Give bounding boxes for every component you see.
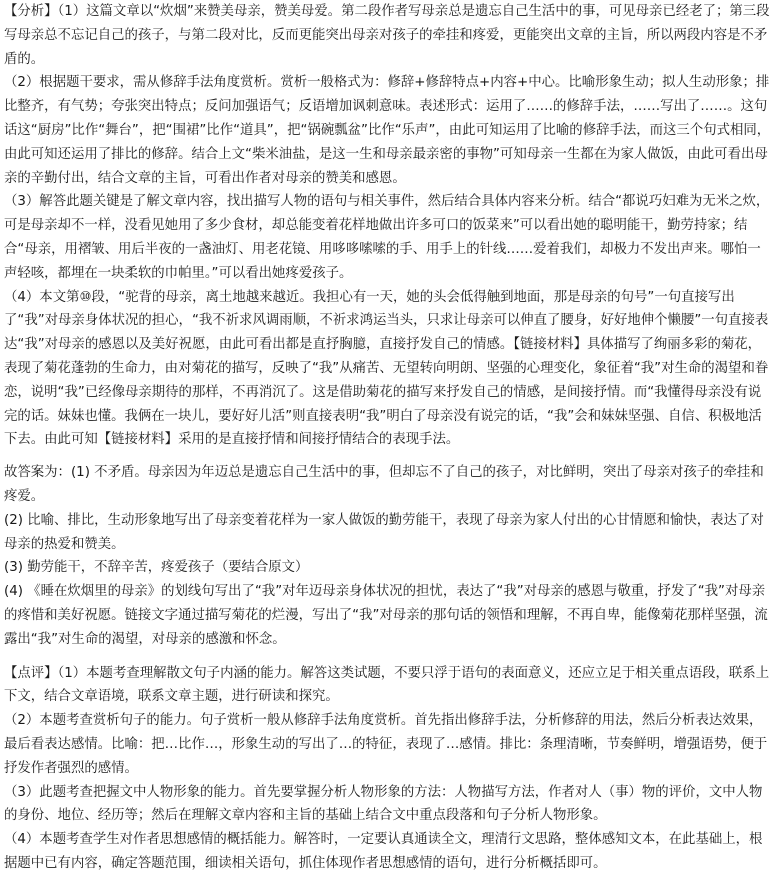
answer-4: (4) 《睡在炊烟里的母亲》的划线句写出了“我”对年迈母亲身体状况的担忧，表达了“我”对母亲的感恩与敬重，抒发了“我”对母亲的疼惜和美好祝愿。链接文字通过描写菊花的烂漫，写出了“我”对母亲的那句话的领悟和理解，不再自卑，能像菊花那样坚强，流露出“我”对生命的渴望，对母亲的感激和怀念。 [4,584,768,647]
answer-1: 故答案为：(1) 不矛盾。母亲因为年迈总是遗忘自己生活中的事，但却忘不了自己的孩子，对比鲜明，突出了母亲对孩子的牵挂和疼爱。 [4,465,764,504]
answer-2: (2) 比喻、排比，生动形象地写出了母亲变着花样为一家人做饭的勤劳能干，表现了母亲为家人付出的心甘情愿和愉快，表达了对母亲的热爱和赞美。 [4,512,764,552]
analysis-paragraph-1: 【分析】（1）这篇文章以“炊烟”来赞美母亲，赞美母爱。第二段作者写母亲总是遗忘自己生活中的事，可见母亲已经老了；第三段写母亲总不忘记自己的孩子，与第二段对比，反而更能突出母亲对孩子的牵挂和疼爱，更能突出文章的主旨，所以两段内容是不矛盾的。 [4,4,770,67]
analysis-paragraph-4: （4）本文第⑩段，“驼背的母亲，离土地越来越近。我担心有一天，她的头会低得触到地面，那是母亲的句号”一句直接写出了“我”对母亲身体状况的担心，“我不祈求风调雨顺，不祈求鸿运当头，只求让母亲可以伸直了腰身，好好地伸个懒腰”一句直接表达“我”对母亲的感恩以及美好祝愿，由此可看出都是直抒胸臆，直接抒发自己的情感。【链接材料】具体描写了绚丽多彩的菊花，表现了菊花蓬勃的生命力，由对菊花的描写，反映了“我”从痛苦、无望转向明朗、坚强的心理变化，象征着“我”对生命的渴望和眷恋，说明“我”已经像母亲期待的那样，不再消沉了。这是借助菊花的描写来抒发自己的情感，是间接抒情。而“我懂得母亲没有说完的话。妹妹也懂。我俩在一块儿，要好好儿活”则直接表明“我”明白了母亲没有说完的话，“我”会和妹妹坚强、自信、积极地活下去。由此可知【链接材料】采用的是直接抒情和间接抒情结合的表现手法。 [4,289,769,448]
answer-section [4,461,774,651]
comment-paragraph-3: （3）此题考查把握文中人物形象的能力。首先要掌握分析人物形象的方法：人物描写方法，作者对人（事）物的评价，文中人物的身份、地位、经历等；然后在理解文章内容和主旨的基础上结合文中重点段落和句子分析人物形象。 [4,784,763,824]
comment-section [4,662,774,876]
comment-paragraph-2: （2）本题考查赏析句子的能力。句子赏析一般从修辞手法角度赏析。首先指出修辞手法，分析修辞的用法，然后分析表达效果，最后看表达感情。比喻：把…比作…，形象生动的写出了…的特征，表现了…感情。排比：条理清晰，节奏鲜明，增强语势，便于抒发作者强烈的感情。 [4,713,768,776]
comment-paragraph-1: 【点评】（1）本题考查理解散文句子内涵的能力。解答这类试题，不要只浮于语句的表面意义，还应立足于相关重点语段，联系上下文，结合文章语境，联系文章主题，进行研读和探究。 [4,665,770,705]
spacer [4,452,774,461]
spacer [4,652,774,662]
analysis-paragraph-2: （2）根据题干要求，需从修辞手法角度赏析。赏析一般格式为：修辞+修辞特点+内容+中心。比喻形象生动；拟人生动形象；排比整齐，有气势；夸张突出特点；反问加强语气；反语增加讽刺意味。表述形式：运用了……的修辞手法，……写出了……。这句话这“厨房”比作“舞台”，把“围裙”比作“道具”，把“锅碗瓢盆”比作“乐声”，由此可知运用了比喻的修辞手法，而这三个句式相同，由此可知还运用了排比的修辞。结合上文“柴米油盐，是这一生和母亲最亲密的事物”可知母亲一生都在为家人做饭，由此可看出母亲的辛勤付出，结合文章的主旨，可看出作者对母亲的赞美和感恩。 [4,75,771,186]
comment-paragraph-4: （4）本题考查学生对作者思想感情的概括能力。解答时，一定要认真通读全文，理清行文思路，整体感知文本，在此基础上，根据题中已有内容，确定答题范围，细读相关语句，抓住体现作者思想感情的语句，进行分析概括即可。 [4,832,763,871]
analysis-section [4,0,774,452]
analysis-paragraph-3: （3）解答此题关键是了解文章内容，找出描写人物的语句与相关事件，然后结合具体内容来分析。结合“都说巧妇难为无米之炊，可是母亲却不一样，没看见她用了多少食材，却总能变着花样地做出许多可口的饭菜来”可以看出她的聪明能干，勤劳持家；结合“母亲，用褶皱、用后半夜的一盏油灯、用老花镜、用哆哆嗦嗦的手、用手上的针线……爱着我们，却极力不发出声来。哪怕一声轻咳，都埋在一块柔软的巾帕里。”可以看出她疼爱孩子。 [4,194,770,281]
answer-3: (3) 勤劳能干，不辞辛苦，疼爱孩子（要结合原文） [4,560,309,576]
